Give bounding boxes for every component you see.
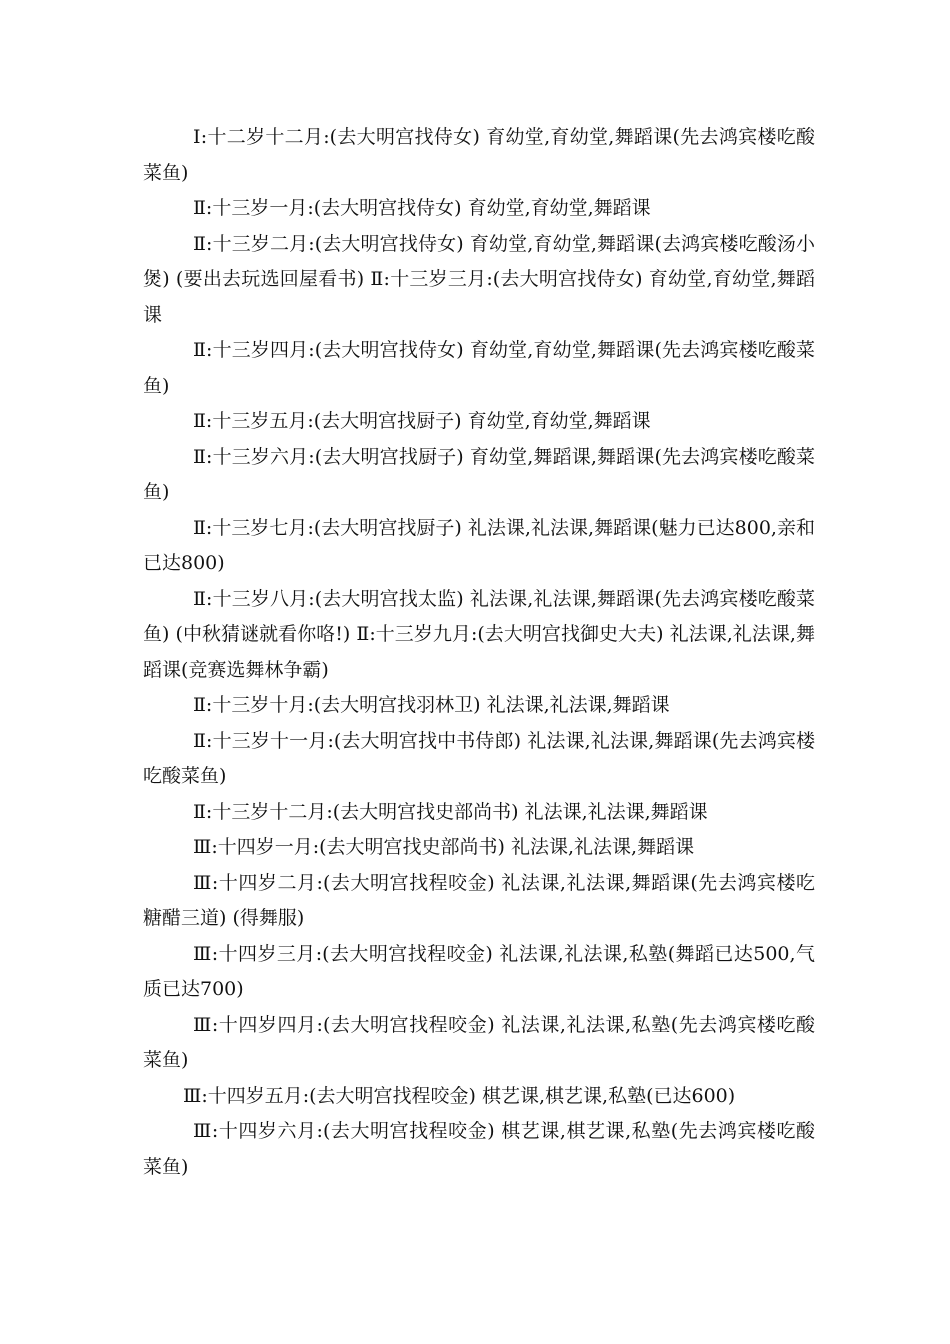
paragraph-5: Ⅱ:十三岁五月:(去大明宫找厨子) 育幼堂,育幼堂,舞蹈课	[193, 410, 651, 432]
paragraph-14: Ⅲ:十四岁三月:(去大明宫找程咬金) 礼法课,礼法课,私塾(舞蹈已达500,气质已达700)	[143, 942, 815, 1000]
paragraph-15: Ⅲ:十四岁四月:(去大明宫找程咬金) 礼法课,礼法课,私塾(先去鸿宾楼吃酸菜鱼)	[143, 1013, 815, 1071]
paragraph-16: Ⅲ:十四岁五月:(去大明宫找程咬金) 棋艺课,棋艺课,私塾(已达600)	[183, 1084, 736, 1107]
paragraph-11: Ⅱ:十三岁十二月:(去大明宫找史部尚书) 礼法课,礼法课,舞蹈课	[193, 800, 708, 823]
paragraph-13: Ⅲ:十四岁二月:(去大明宫找程咬金) 礼法课,礼法课,舞蹈课(先去鸿宾楼吃糖醋三道) (得舞服)	[143, 871, 815, 929]
document-body	[143, 120, 815, 1185]
paragraph-1: Ⅰ:十二岁十二月:(去大明宫找侍女) 育幼堂,育幼堂,舞蹈课(先去鸿宾楼吃酸菜鱼)	[143, 126, 815, 184]
paragraph-6: Ⅱ:十三岁六月:(去大明宫找厨子) 育幼堂,舞蹈课,舞蹈课(先去鸿宾楼吃酸菜鱼)	[143, 445, 815, 503]
paragraph-4: Ⅱ:十三岁四月:(去大明宫找侍女) 育幼堂,育幼堂,舞蹈课(先去鸿宾楼吃酸菜鱼)	[143, 339, 815, 397]
paragraph-2: Ⅱ:十三岁一月:(去大明宫找侍女) 育幼堂,育幼堂,舞蹈课	[193, 197, 651, 219]
paragraph-10: Ⅱ:十三岁十一月:(去大明宫找中书侍郎) 礼法课,礼法课,舞蹈课(先去鸿宾楼吃酸菜鱼)	[143, 729, 815, 787]
paragraph-17: Ⅲ:十四岁六月:(去大明宫找程咬金) 棋艺课,棋艺课,私塾(先去鸿宾楼吃酸菜鱼)	[143, 1120, 815, 1178]
paragraph-9: Ⅱ:十三岁十月:(去大明宫找羽林卫) 礼法课,礼法课,舞蹈课	[193, 694, 670, 716]
paragraph-7: Ⅱ:十三岁七月:(去大明宫找厨子) 礼法课,礼法课,舞蹈课(魅力已达800,亲和已达800)	[143, 516, 815, 574]
paragraph-8: Ⅱ:十三岁八月:(去大明宫找太监) 礼法课,礼法课,舞蹈课(先去鸿宾楼吃酸菜鱼) (中秋猜谜就看你咯!) Ⅱ:十三岁九月:(去大明宫找御史大夫) 礼法课,礼法课,舞蹈课(竞赛选舞林争霸)	[143, 587, 815, 681]
paragraph-3: Ⅱ:十三岁二月:(去大明宫找侍女) 育幼堂,育幼堂,舞蹈课(去鸿宾楼吃酸汤小煲) (要出去玩选回屋看书) Ⅱ:十三岁三月:(去大明宫找侍女) 育幼堂,育幼堂,舞蹈课	[143, 232, 815, 326]
paragraph-12: Ⅲ:十四岁一月:(去大明宫找史部尚书) 礼法课,礼法课,舞蹈课	[193, 836, 695, 858]
